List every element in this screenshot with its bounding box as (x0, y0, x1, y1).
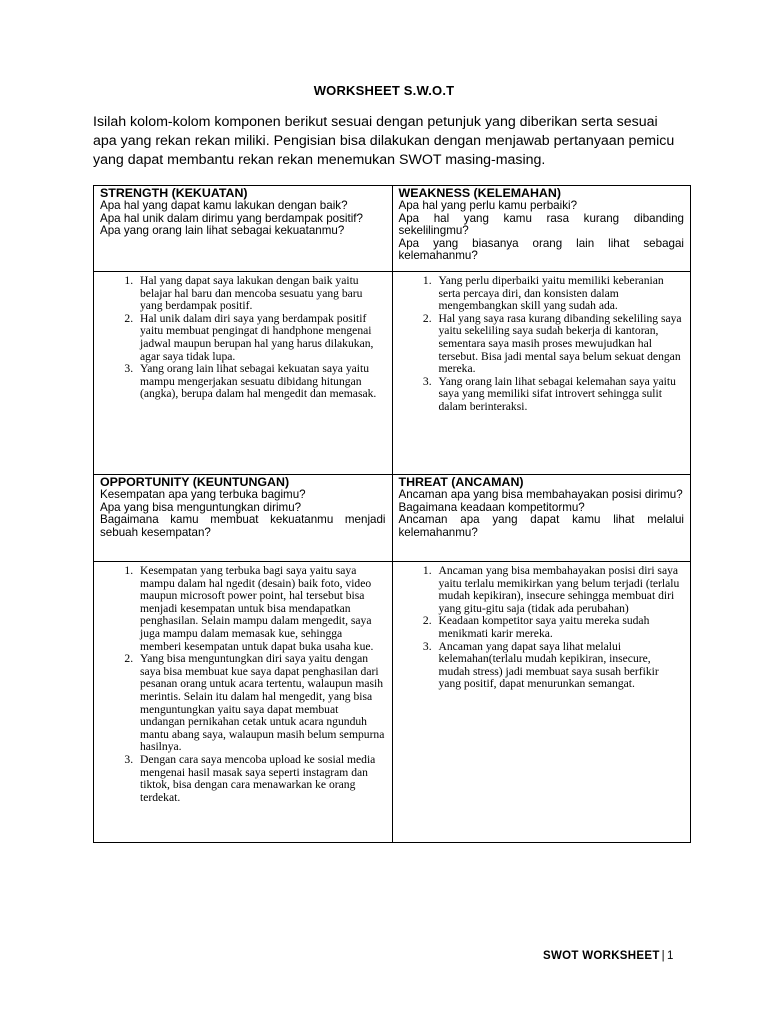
threat-header: THREAT (ANCAMAN) (398, 475, 524, 489)
threat-question: Bagaimana keadaan kompetitormu? (398, 500, 585, 514)
list-item: 2. Hal yang saya rasa kurang dibanding sekeliling saya yaitu sekeliling saya sudah bekerja di kantoran, sementara saya masih proses mewujudkan hal tersebut. Bisa jadi mental saya belum sekuat dengan mereka. (435, 313, 685, 376)
threat-question: Ancaman apa yang bisa membahayakan posisi dirimu? (398, 488, 683, 501)
footer-separator: | (661, 950, 665, 962)
list-item: 3. Dengan cara saya mencoba upload ke sosial media mengenai hasil masak saya seperti instagram dan tiktok, bisa dengan cara menawarkan ke orang terdekat. (136, 754, 386, 804)
list-item: 3. Ancaman yang dapat saya lihat melalui kelemahan(terlalu mudah kepikiran, insecure, mudah stress) jadi membuat saya susah berfikir yang positif, dapat menurunkan semangat. (435, 641, 685, 691)
opportunity-header: OPPORTUNITY (KEUNTUNGAN) (100, 475, 290, 489)
strength-question: Apa hal yang dapat kamu lakukan dengan baik? (100, 199, 348, 212)
strength-answers-cell (94, 272, 393, 475)
threat-answers-cell (392, 562, 691, 843)
list-item: 2. Hal unik dalam diri saya yang berdampak positif yaitu membuat pengingat di handphone mengenai jadwal maupun berupan hal yang harus dilakukan, agar saya tidak lupa. (136, 313, 386, 363)
list-item: 1. Yang perlu diperbaiki yaitu memiliki keberanian serta percaya diri, dan konsisten dalam mengembangkan skill yang sudah ada. (435, 275, 685, 313)
threat-answer-list (399, 565, 685, 691)
strength-header-cell (94, 186, 393, 272)
list-item: 2. Keadaan kompetitor saya yaitu mereka sudah menikmati karir mereka. (435, 615, 685, 640)
list-item: 1. Ancaman yang bisa membahayakan posisi diri saya yaitu terlalu memikirkan yang belum terjadi (terlalu mudah kepikiran), insecure sehingga membuat diri yang gitu-gitu saja (tidak ada perubahan) (435, 565, 685, 615)
footer-label: SWOT WORKSHEET (543, 950, 660, 962)
opportunity-question: Apa yang bisa menguntungkan dirimu? (100, 500, 302, 514)
threat-header-cell (392, 475, 691, 562)
weakness-header: WEAKNESS (KELEMAHAN) (398, 186, 561, 200)
page-number: 1 (666, 950, 674, 962)
strength-question: Apa yang orang lain lihat sebagai kekuatanmu? (100, 224, 345, 238)
weakness-question: Apa hal yang perlu kamu perbaiki? (398, 199, 578, 212)
list-item: 1. Kesempatan yang terbuka bagi saya yaitu saya mampu dalam hal ngedit (desain) baik foto, video maupun microsoft power point, hal tersebut bisa menjadi kesempatan untuk bisa mendapatkan penghasilan. Selain mampu dalam mengedit, saya juga mampu dalam memasak kue, sehingga memberi kesempatan untuk dapat buka usaha kue. (136, 565, 386, 653)
list-item: 1. Hal yang dapat saya lakukan dengan baik yaitu belajar hal baru dan mencoba sesuatu yang baru yang berdampak positif. (136, 275, 386, 313)
strength-header: STRENGTH (KEKUATAN) (100, 186, 248, 200)
threat-question: Ancaman apa yang dapat kamu lihat melalui kelemahanmu? (398, 513, 684, 539)
weakness-header-cell (392, 186, 691, 272)
list-item: 2. Yang bisa menguntungkan diri saya yaitu dengan saya bisa membuat kue saya dapat penghasilan dari pesanan orang untuk acara tertentu, walaupun masih merintis. Selain itu dalam hal mengedit, yang bisa menguntungkan yaitu saya dapat membuat undangan pernikahan cetak untuk acara ngunduh mantu abang saya, walaupun masih belum sempurna hasilnya. (136, 653, 386, 754)
strength-answer-list (100, 275, 386, 401)
opportunity-answer-list (100, 565, 386, 804)
opportunity-question: Bagaimana kamu membuat kekuatanmu menjadi sebuah kesempatan? (100, 513, 386, 539)
page-footer (543, 950, 674, 962)
weakness-answers-cell (392, 272, 691, 475)
weakness-question: Apa hal yang kamu rasa kurang dibanding sekelilingmu? (398, 211, 684, 238)
page-title: WORKSHEET S.W.O.T (313, 83, 455, 98)
list-item: 3. Yang orang lain lihat sebagai kelemahan saya yaitu saya yang memiliki sifat introvert sehingga sulit dalam berinteraksi. (435, 376, 685, 414)
weakness-answer-list (399, 275, 685, 414)
strength-question: Apa hal unik dalam dirimu yang berdampak positif? (100, 211, 363, 225)
intro-paragraph: Isilah kolom-kolom komponen berikut sesuai dengan petunjuk yang diberikan serta sesuai apa yang rekan rekan miliki. Pengisian bisa dilakukan dengan menjawab pertanyaan pemicu yang dapat membantu rekan rekan menemukan SWOT masing-masing. (93, 114, 675, 168)
weakness-question: Apa yang biasanya orang lain lihat sebagai kelemahanmu? (398, 236, 684, 263)
opportunity-answers-cell (94, 562, 393, 843)
opportunity-header-cell (94, 475, 393, 562)
list-item: 3. Yang orang lain lihat sebagai kekuatan saya yaitu mampu mengerjakan sesuatu dibidang hitungan (angka), berupa dalam hal mengedit dan memasak. (136, 363, 386, 401)
opportunity-question: Kesempatan apa yang terbuka bagimu? (100, 488, 306, 501)
swot-table (93, 185, 691, 843)
